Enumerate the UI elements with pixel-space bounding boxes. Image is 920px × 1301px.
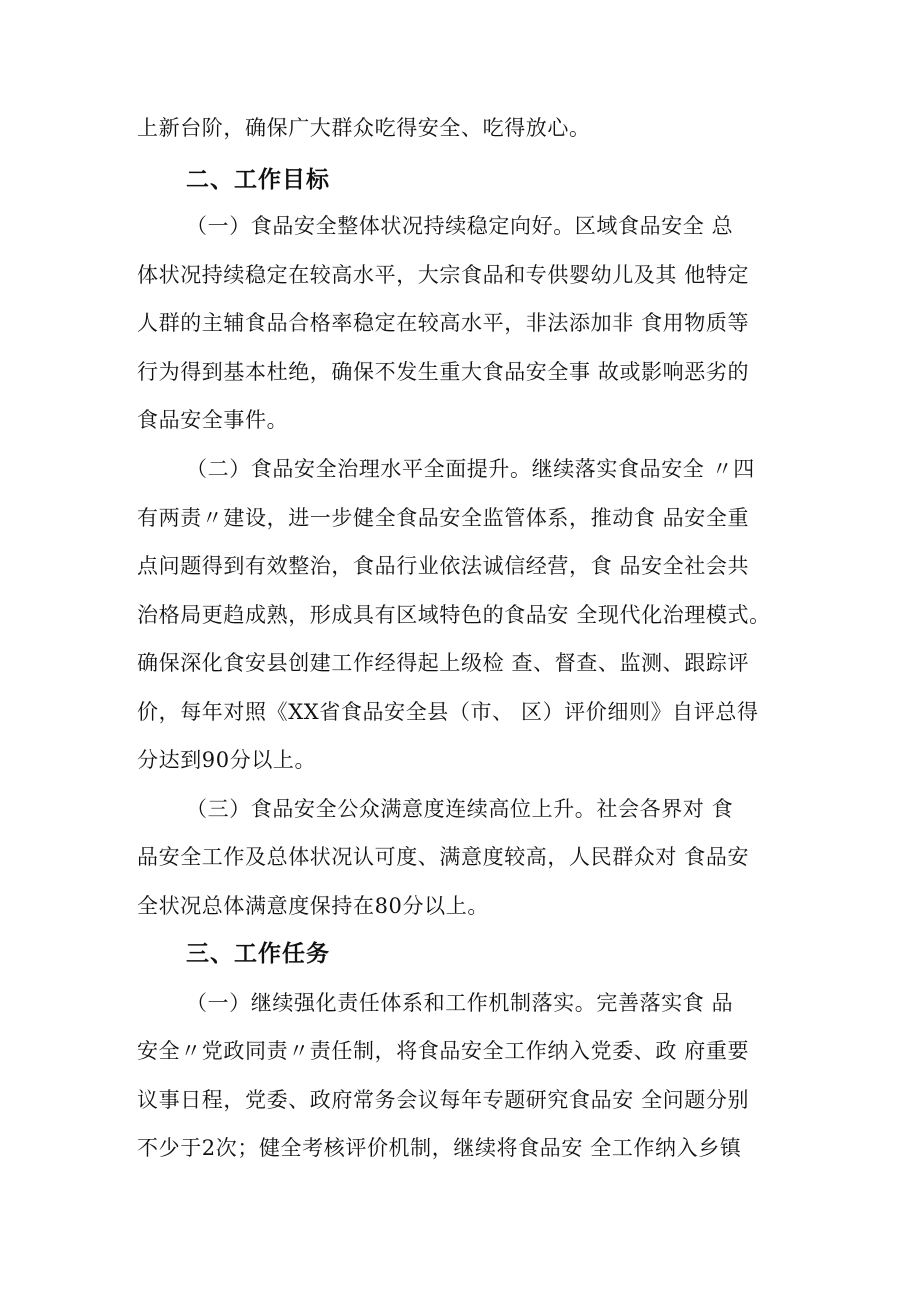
paragraph-line: 议事日程，党委、政府常务会议每年专题研究食品安 全问题分别 <box>137 1088 750 1112</box>
paragraph-line: 价，每年对照《XX省食品安全县（市、 区）评价细则》自评总得 <box>137 700 759 724</box>
paragraph-line: 有两责〃建设，进一步健全食品安全监管体系，推动食 品安全重 <box>137 506 750 530</box>
paragraph-line: 品安全工作及总体状况认可度、满意度较高，人民群众对 食品安 <box>137 845 750 869</box>
section-heading-goals: 二、工作目标 <box>186 167 330 193</box>
paragraph-line: 行为得到基本杜绝，确保不发生重大食品安全事 故或影响恶劣的 <box>137 360 750 384</box>
paragraph-line: （一）继续强化责任体系和工作机制落实。完善落实食 品 <box>186 991 734 1015</box>
paragraph-line: 点问题得到有效整治，食品行业依法诚信经营，食 品安全社会共 <box>137 554 750 578</box>
paragraph-line: 不少于2次；健全考核评价机制，继续将食品安 全工作纳入乡镇 <box>137 1136 742 1160</box>
paragraph-line: （一）食品安全整体状况持续稳定向好。区域食品安全 总 <box>186 214 734 238</box>
paragraph-line: 人群的主辅食品合格率稳定在较高水平，非法添加非 食用物质等 <box>137 311 750 335</box>
paragraph-line: （二）食品安全治理水平全面提升。继续落实食品安全 〃四 <box>186 457 755 481</box>
paragraph-line: 安全〃党政同责〃责任制，将食品安全工作纳入党委、政 府重要 <box>137 1039 750 1063</box>
paragraph-line: 分达到90分以上。 <box>137 748 317 772</box>
paragraph-line: （三）食品安全公众满意度连续高位上升。社会各界对 食 <box>186 797 734 821</box>
intro-line: 上新台阶，确保广大群众吃得安全、吃得放心。 <box>137 116 591 140</box>
paragraph-line: 体状况持续稳定在较高水平，大宗食品和专供婴幼儿及其 他特定 <box>137 263 750 287</box>
paragraph-line: 食品安全事件。 <box>137 408 289 432</box>
paragraph-line: 全状况总体满意度保持在80分以上。 <box>137 894 489 918</box>
section-heading-tasks: 三、工作任务 <box>186 941 330 967</box>
paragraph-line: 治格局更趋成熟，形成具有区域特色的食品安 全现代化治理模式。 <box>137 603 771 627</box>
paragraph-line: 确保深化食安县创建工作经得起上级检 查、督查、监测、跟踪评 <box>137 651 750 675</box>
